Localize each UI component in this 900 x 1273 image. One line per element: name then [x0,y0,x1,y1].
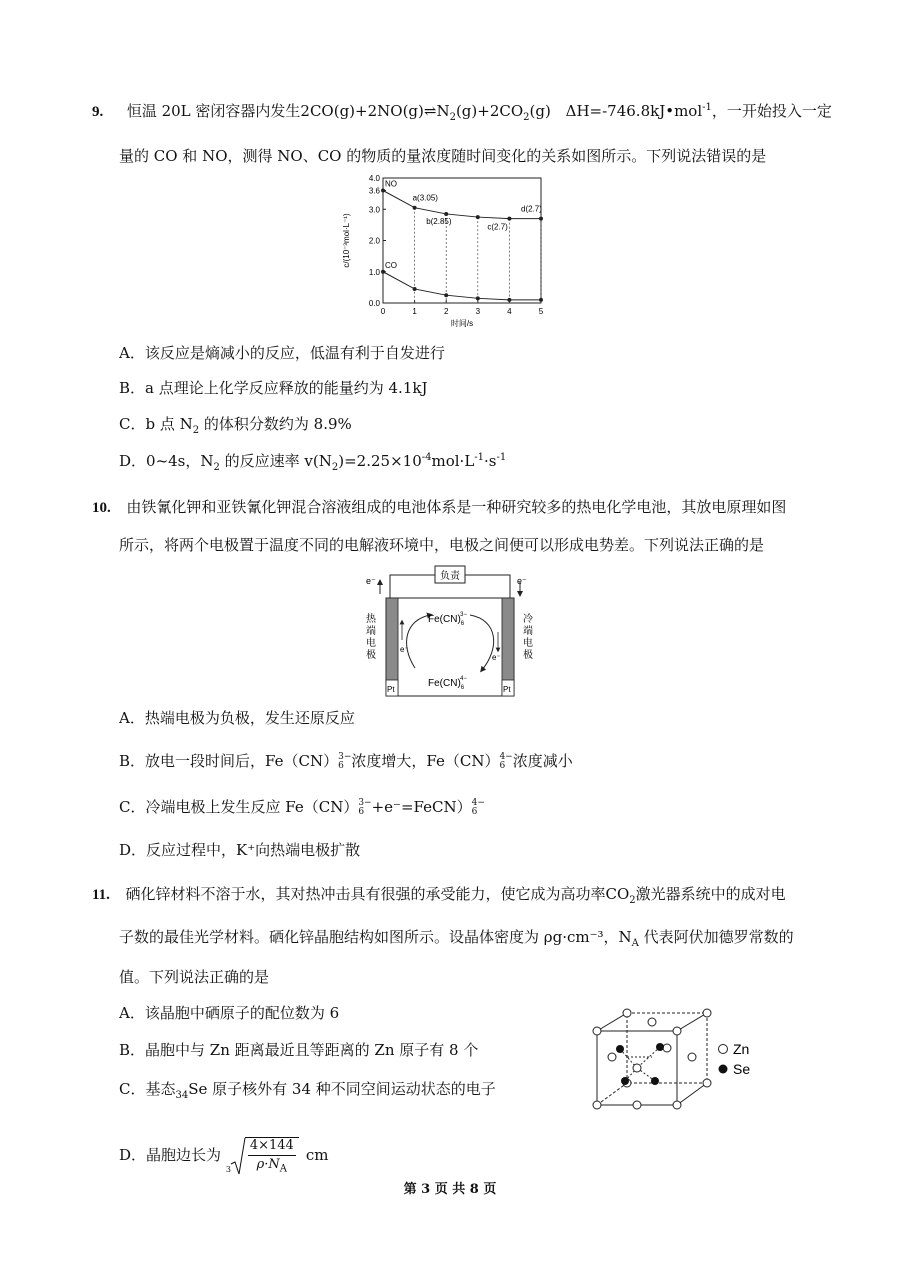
q11-option-d-unit: cm [305,1146,329,1164]
q9-eq-mid: (g)+2CO [455,102,524,120]
q10-stem-line1 [92,497,786,518]
legend-zn-label: Zn [733,1041,750,1057]
q10-c-charge1: 3− [358,798,372,808]
q11-line2-sub: A [631,938,639,949]
point-no [476,215,480,219]
series-line-no [383,191,541,219]
q11-option-c-text: C．基态 [119,1080,176,1098]
y-axis-label: c/(10⁻³mol·L⁻¹) [342,213,351,268]
q10-option-b-text: B．放电一段时间后，Fe（CN） [119,752,339,770]
q9-option-c-text: C．b 点 N [119,415,193,433]
q10-battery-diagram [360,560,540,700]
page-footer: 第 3 页 共 8 页 [403,1182,497,1197]
x-tick-label: 5 [538,307,544,316]
q9-enthalpy-sup: -1 [702,102,712,113]
root-index: 3 [225,1165,231,1174]
q10-stem-line2: 所示，将两个电极置于温度不同的电解液环境中，电极之间便可以形成电势差。下列说法正确的是 [119,536,765,554]
cube-root-expression [226,1136,306,1176]
hot-label-1: 热 [366,614,376,625]
point-co [413,287,417,291]
series-label-co: CO [385,260,397,270]
q11-option-d-text: D．晶胞边长为 [119,1146,222,1164]
q10-b-sub1: 6 [338,761,344,771]
q9-stem-line2: 量的 CO 和 NO，测得 NO、CO 的物质的量浓度随时间变化的关系如图所示。下列说法错误的是 [119,147,767,165]
x-tick-label: 1 [412,307,417,316]
point-no [507,217,511,221]
q10-option-b[interactable] [119,751,573,771]
q9-eq-n2-sub: 2 [449,112,456,123]
q11-stem-text: 硒化锌材料不溶于水，其对热冲击具有很强的承受能力，使它成为高功率 [125,885,606,903]
q11-stem-line1 [92,884,786,905]
q10-b-sub2: 6 [499,761,506,771]
electron-hot-label: e⁻ [400,645,409,654]
root-sign [230,1136,246,1176]
q9-concentration-chart [335,170,565,338]
q9-eq-arrow: ⇌ [423,102,437,120]
y-tick-label: 1.0 [368,267,380,277]
q11-stem-line2 [119,927,794,947]
legend-zn-marker [719,1045,728,1054]
point-co [507,298,511,302]
x-tick-label: 0 [380,307,386,316]
q9-option-a[interactable]: A．该反应是熵减小的反应，低温有利于自发进行 [119,344,445,362]
pt-left-label: Pt [387,685,395,694]
q10-c-sub2: 6 [471,807,478,817]
q11-option-a[interactable]: A．该晶胞中硒原子的配位数为 6 [119,1004,340,1022]
point-co [381,270,385,274]
q9-option-d-unit2: ·s [484,452,497,470]
load-label: 负责 [440,571,460,582]
cold-label-4: 极 [523,650,533,661]
q9-option-d-sub: 2 [213,462,220,473]
q11-co2: CO [605,885,630,903]
point-co [539,298,543,302]
q9-option-d-sub2: 2 [331,462,339,473]
se-atoms [616,1043,664,1085]
q9-option-b[interactable]: B．a 点理论上化学反应释放的能量约为 4.1kJ [119,379,428,397]
ferricyanide-label: $Fe(CN)_63-$ [428,612,467,627]
root-numerator: 4×144 [249,1138,294,1153]
q9-option-d-sup3: -1 [496,452,507,463]
q11-option-d[interactable] [119,1136,328,1176]
q9-option-d-unit: mol·L [431,452,475,470]
q9-option-d-mid: 的反应速率 v(N [219,452,332,470]
zn-atoms [593,1009,711,1109]
q9-eq-n2: N [436,102,450,120]
q9-stem-line1 [92,101,832,122]
legend-se-marker [719,1065,728,1074]
y-tick-label: 2.0 [368,236,380,246]
q10-b-charge2: 4− [499,752,513,762]
series-line-co [383,272,541,300]
series-label-no: NO [385,179,397,189]
point-no [539,217,543,221]
q11-option-c[interactable] [119,1079,496,1099]
electron-right-label: e⁻ [517,576,527,586]
hot-label-4: 极 [366,650,376,661]
q11-stem-tail: 激光器系统中的成对电 [635,885,786,903]
cold-label-2: 端 [523,626,533,637]
q10-option-d[interactable]: D．反应过程中，K⁺向热端电极扩散 [119,841,361,859]
y-tick-label: 0.0 [368,299,380,308]
hot-label-2: 端 [366,626,376,637]
ferrocyanide-label: $Fe(CN)_64-$ [428,676,467,691]
q10-stem-text: 由铁氰化钾和亚铁氰化钾混合溶液组成的电池体系是一种研究较多的热电化学电池，其放电原理如图 [126,498,787,516]
q9-option-c[interactable] [119,414,352,434]
point-co [444,293,448,297]
cold-label-3: 电 [523,638,533,649]
q9-stem-tail: ，一开始投入一定 [711,102,832,120]
q10-option-c-text: C．冷端电极上发生反应 Fe（CN） [119,798,359,816]
q10-option-a[interactable]: A．热端电极为负极，发生还原反应 [119,709,355,727]
q9-stem-text: 恒温 20L 密闭容器内发生 [126,102,301,120]
point-annotation: b(2.85) [426,216,452,226]
q11-line2-tail: 代表阿伏加德罗常数的 [638,928,794,946]
q11-zinc-selenide-cell [585,1003,775,1123]
electron-cold-label: e⁻ [492,653,501,662]
q9-option-d-sup2: -1 [474,452,485,463]
q10-option-c-mid: +e⁻=FeCN） [371,798,472,816]
point-no [413,206,417,210]
root-denominator: $\rho\cdot N_A$ [256,1157,287,1175]
q11-stem-line3: 值。下列说法正确的是 [119,968,270,986]
cold-label-1: 冷 [523,614,533,625]
pt-right-label: Pt [503,685,511,694]
y-tick-label: 3.6 [368,186,380,196]
q10-option-c[interactable] [119,797,485,817]
point-annotation: d(2.7) [521,204,542,214]
q11-number: 11. [92,887,110,903]
q11-co2-sub: 2 [629,895,636,906]
point-no [444,212,448,216]
point-no [381,189,385,193]
point-annotation: a(3.05) [412,193,438,203]
q9-enthalpy: ΔH=-746.8kJ•mol [565,102,703,120]
x-axis-label: 时间/s [450,319,474,328]
q9-eq-reactants: 2CO(g)+2NO(g) [300,102,424,120]
x-tick-label: 3 [475,307,481,316]
q10-option-b-mid: 浓度增大，Fe（CN） [351,752,500,770]
q10-option-b-tail: 浓度减小 [512,752,573,770]
q10-c-sub1: 6 [358,807,365,817]
y-tick-label: 3.0 [368,205,380,215]
point-annotation: c(2.7) [487,222,508,232]
q9-option-d-text: D．0~4s，N [119,452,214,470]
x-tick-label: 4 [507,307,512,316]
q9-option-d-sup: -4 [421,452,432,463]
electron-left-label: e⁻ [366,576,376,586]
q9-option-c-sub: 2 [192,425,200,436]
q9-option-d-value: )=2.25×10 [338,452,422,470]
q9-eq-co2-sub: 2 [523,112,530,123]
q11-option-c-tail: Se 原子核外有 34 种不同空间运动状态的电子 [188,1080,496,1098]
x-tick-label: 2 [443,307,449,316]
legend-se-label: Se [733,1061,751,1077]
q9-option-d[interactable] [119,451,506,471]
q9-eq-end: (g) [529,102,551,120]
q11-option-b[interactable]: B．晶胞中与 Zn 距离最近且等距离的 Zn 原子有 8 个 [119,1041,479,1059]
point-co [476,296,480,300]
q11-line2-text: 子数的最佳光学材料。硒化锌晶胞结构如图所示。设晶体密度为 ρg·cm⁻³，N [119,928,632,946]
q11-option-c-sub: 34 [175,1090,189,1101]
q9-option-c-tail: 的体积分数约为 8.9% [199,415,352,433]
q9-number: 9. [92,104,104,120]
hot-label-3: 电 [366,638,376,649]
y-tick-label: 4.0 [368,174,380,183]
q10-number: 10. [92,500,111,516]
q10-b-charge1: 3− [338,752,352,762]
q10-c-charge2: 4− [471,798,485,808]
